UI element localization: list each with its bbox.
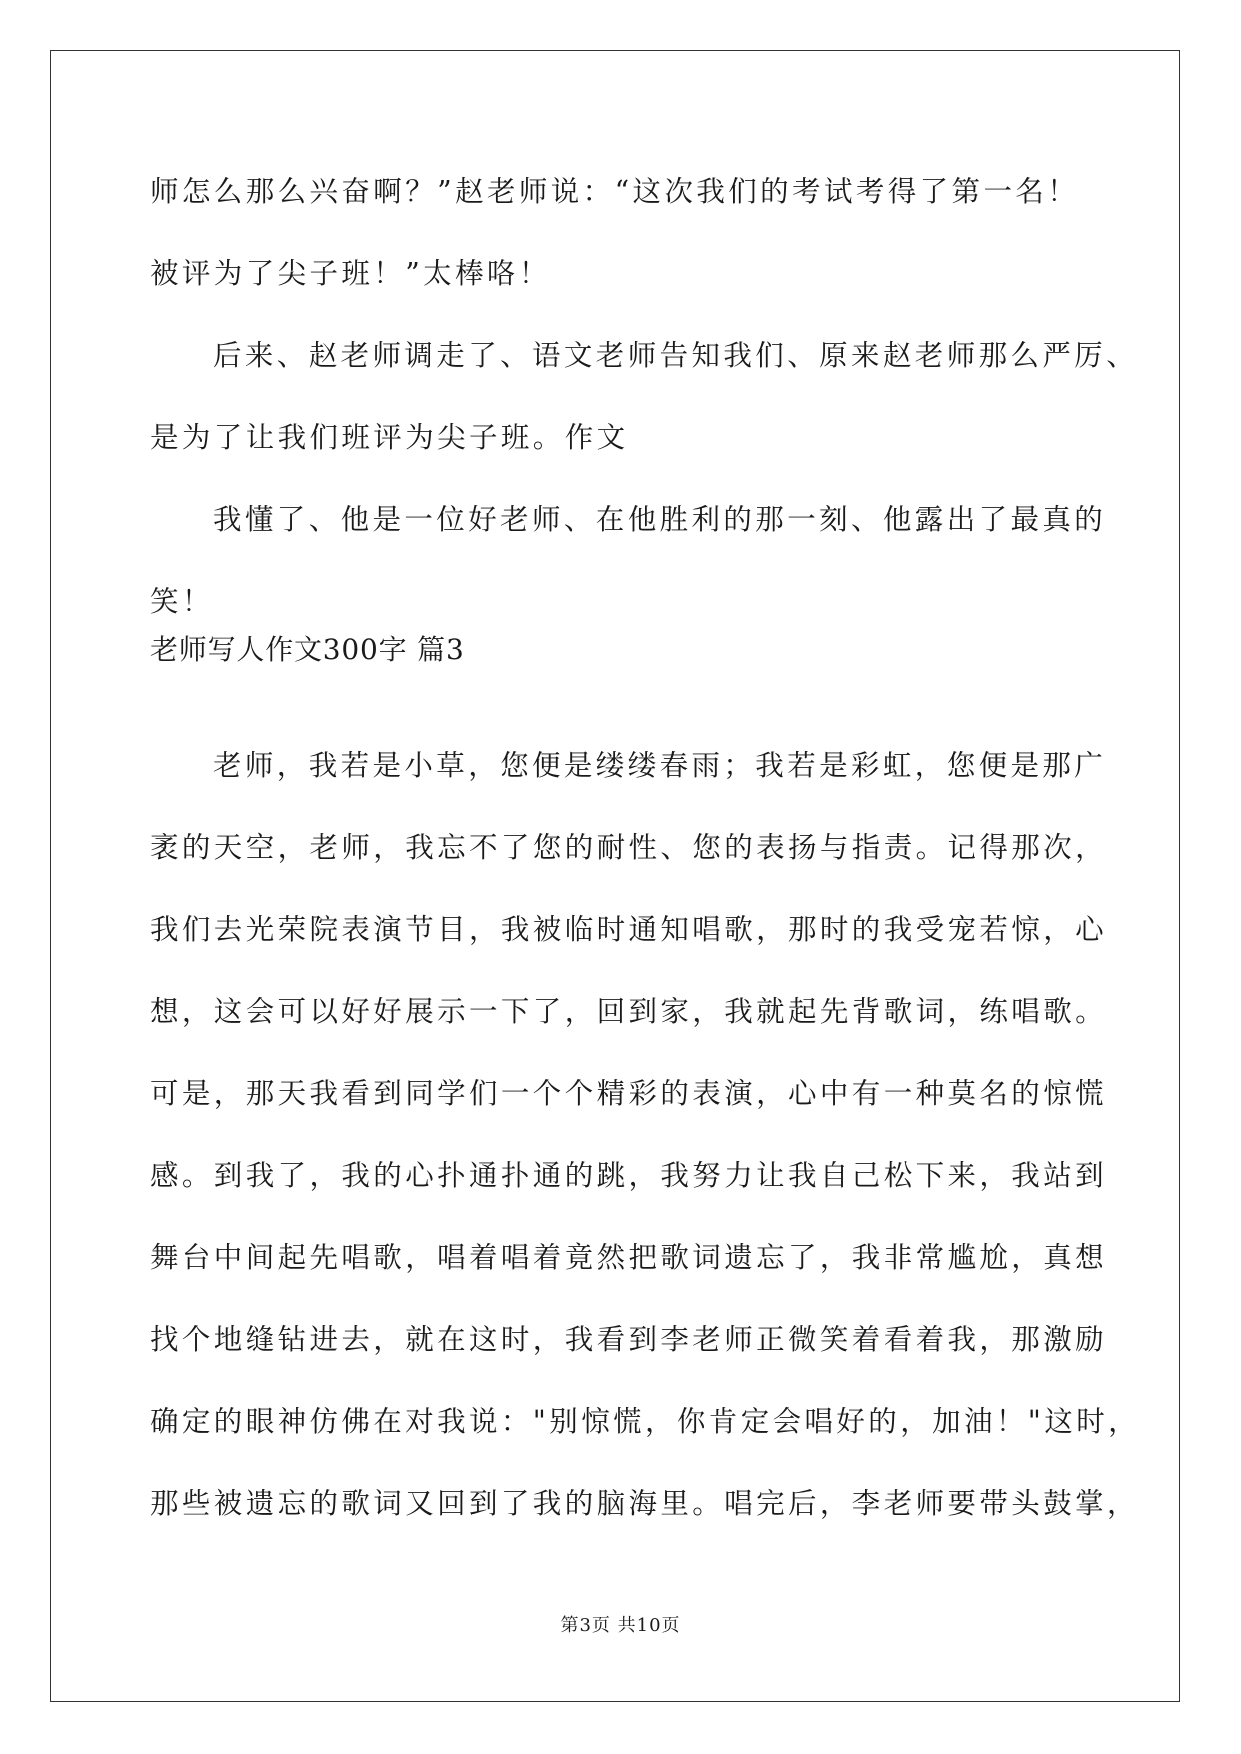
- text-line: 找个地缝钻进去，就在这时，我看到李老师正微笑着看着我，那激励: [150, 1323, 1108, 1356]
- text-line: 后来、赵老师调走了、语文老师告知我们、原来赵老师那么严厉、: [213, 339, 1139, 372]
- page-border: [50, 50, 1180, 1702]
- text-line: 被评为了尖子班！”太棒咯！: [150, 257, 551, 290]
- text-line: 我懂了、他是一位好老师、在他胜利的那一刻、他露出了最真的: [213, 503, 1107, 536]
- text-line: 师怎么那么兴奋啊？”赵老师说：“这次我们的考试考得了第一名！: [150, 175, 1080, 208]
- text-line: 是为了让我们班评为尖子班。作文: [150, 421, 629, 454]
- text-line: 袤的天空，老师，我忘不了您的耐性、您的表扬与指责。记得那次，: [150, 831, 1108, 864]
- text-line: 想，这会可以好好展示一下了，回到家，我就起先背歌词，练唱歌。: [150, 995, 1108, 1028]
- section-heading: 老师写人作文300字 篇3: [150, 633, 465, 666]
- text-line: 可是，那天我看到同学们一个个精彩的表演，心中有一种莫名的惊慌: [150, 1077, 1108, 1110]
- text-line: 我们去光荣院表演节目，我被临时通知唱歌，那时的我受宠若惊，心: [150, 913, 1108, 946]
- text-line: 舞台中间起先唱歌，唱着唱着竟然把歌词遗忘了，我非常尴尬，真想: [150, 1241, 1108, 1274]
- text-line: 那些被遗忘的歌词又回到了我的脑海里。唱完后，李老师要带头鼓掌，: [150, 1487, 1139, 1520]
- text-line: 感。到我了，我的心扑通扑通的跳，我努力让我自己松下来，我站到: [150, 1159, 1108, 1192]
- text-line: 确定的眼神仿佛在对我说："别惊慌，你肯定会唱好的，加油！"这时，: [150, 1405, 1141, 1438]
- text-line: 笑！: [150, 585, 214, 618]
- text-line: 老师，我若是小草，您便是缕缕春雨；我若是彩虹，您便是那广: [213, 749, 1107, 782]
- page-number-footer: 第3页 共10页: [560, 1615, 681, 1636]
